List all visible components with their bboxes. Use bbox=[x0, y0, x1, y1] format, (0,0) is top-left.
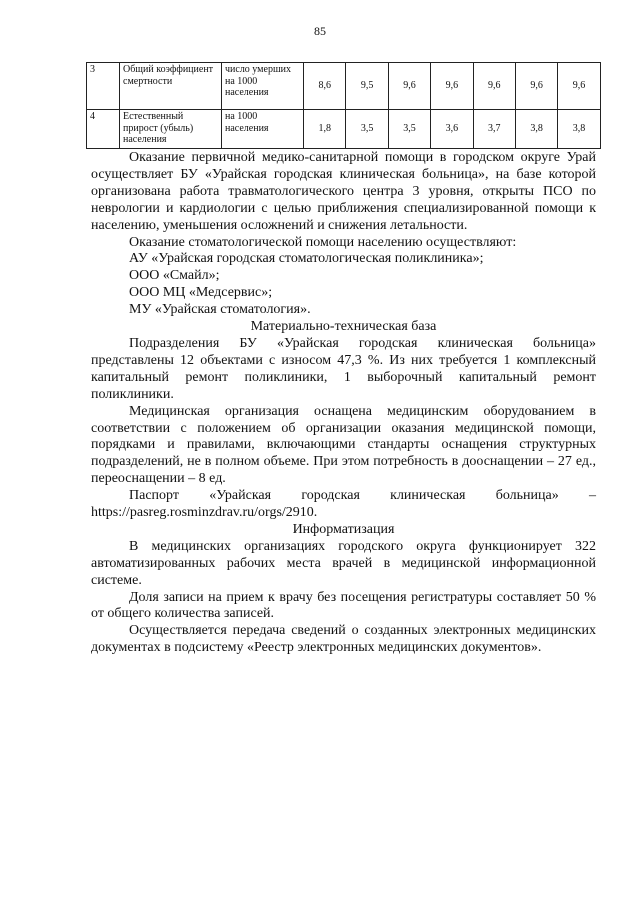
table-row bbox=[87, 63, 601, 110]
table-cell: 3,8 bbox=[558, 110, 600, 149]
table-cell: 9,6 bbox=[431, 63, 473, 110]
paragraph: В медицинских организациях городского округа функционирует 322 автоматизированных рабочих места врачей в медицинской информационной системе. bbox=[91, 538, 596, 588]
page-number: 85 bbox=[314, 24, 326, 38]
paragraph: Доля записи на прием к врачу без посещения регистратуры составляет 50 % от общего количества записей. bbox=[91, 589, 596, 622]
table-cell: 3,5 bbox=[388, 110, 430, 149]
section-heading: Материально-техническая база bbox=[250, 319, 437, 335]
indicator-name: Естественный прирост (убыль) населения bbox=[120, 110, 222, 149]
paragraph: Медицинская организация оснащена медицинским оборудованием в соответствии с положением об организации оказания медицинской помощи, порядками и правилами, включающими стандарты оснащения структурных подразделений, не в полном объеме. При этом потребность в дооснащении – 27 ед., переоснащении – 8 ед. bbox=[91, 403, 596, 487]
indicator-unit: на 1000 населения bbox=[222, 110, 304, 149]
list-item: ООО «Смайл»; bbox=[129, 268, 220, 284]
indicator-unit: число умерших на 1000 населения bbox=[222, 63, 304, 110]
table-cell: 9,6 bbox=[515, 63, 557, 110]
indicator-name: Общий коэффициент смертности bbox=[120, 63, 222, 110]
paragraph: Паспорт «Урайская городская клиническая больница» – https://pasreg.rosminzdrav.ru/orgs/2910. bbox=[91, 488, 596, 521]
section-heading: Информатизация bbox=[292, 521, 395, 537]
table-cell: 9,5 bbox=[346, 63, 388, 110]
row-number: 4 bbox=[87, 110, 120, 149]
table-cell: 9,6 bbox=[473, 63, 515, 110]
table-cell: 9,6 bbox=[388, 63, 430, 110]
paragraph: Подразделения БУ «Урайская городская клиническая больница» представлены 12 объектами с износом 47,3 %. Из них требуется 1 комплексный капитальный ремонт поликлиники, 1 выборочный капитальный ремонт поликлиники. bbox=[91, 335, 596, 402]
list-item: МУ «Урайская стоматология». bbox=[129, 302, 311, 318]
document-body bbox=[91, 150, 596, 657]
list-item: ООО МЦ «Медсервис»; bbox=[129, 285, 273, 301]
table-cell: 1,8 bbox=[304, 110, 346, 149]
paragraph: Оказание стоматологической помощи населению осуществляют: bbox=[129, 234, 517, 250]
table-cell: 3,5 bbox=[346, 110, 388, 149]
statistics-table bbox=[86, 62, 601, 149]
row-number: 3 bbox=[87, 63, 120, 110]
list-item: АУ «Урайская городская стоматологическая поликлиника»; bbox=[129, 251, 484, 267]
table-cell: 9,6 bbox=[558, 63, 600, 110]
table-cell: 3,8 bbox=[515, 110, 557, 149]
table-row bbox=[87, 110, 601, 149]
table-cell: 3,6 bbox=[431, 110, 473, 149]
paragraph: Оказание первичной медико-санитарной помощи в городском округе Урай осуществляет БУ «Урайская городская клиническая больница», на базе которой организована работа травматологического центра 3 уровня, открыты ПСО по неврологии и кардиологии с целью приближения специализированной помощи к населению, уменьшения осложнений и снижения летальности. bbox=[91, 150, 596, 233]
table-cell: 3,7 bbox=[473, 110, 515, 149]
table-cell: 8,6 bbox=[304, 63, 346, 110]
paragraph: Осуществляется передача сведений о созданных электронных медицинских документах в подсистему «Реестр электронных медицинских документов». bbox=[91, 623, 596, 656]
